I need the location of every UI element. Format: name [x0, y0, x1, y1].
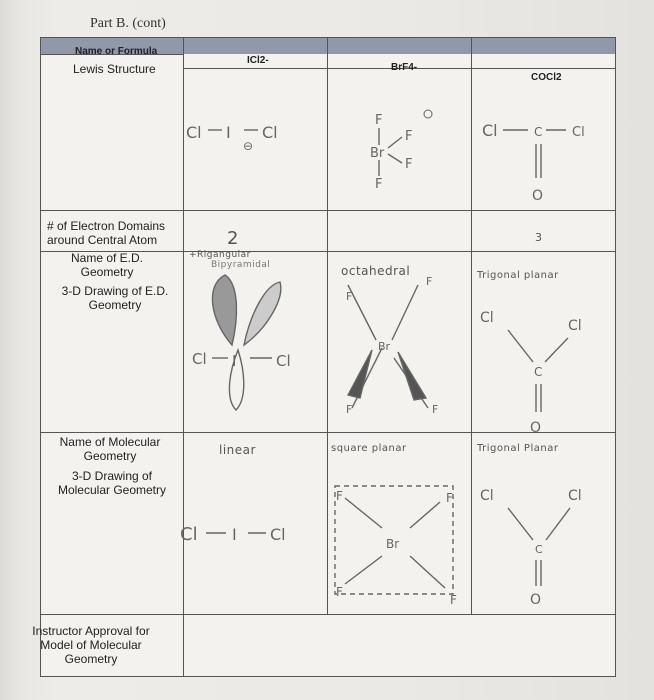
atom-o: O [530, 592, 542, 608]
col3-formula: COCl2 [531, 72, 562, 83]
atom-o: O [532, 188, 544, 204]
lewis-structure-label: Lewis Structure [73, 62, 156, 76]
atom-f-top: F [375, 113, 383, 128]
atom-f: F [346, 290, 353, 303]
atom-cl-left: Cl [180, 524, 198, 545]
icl2-mol-geometry: linear [219, 443, 256, 457]
atom-cl-right: Cl [572, 125, 585, 140]
atom-f: F [336, 489, 343, 503]
cocl2-mg-drawing [480, 488, 582, 608]
icl2-mg-drawing [180, 524, 286, 545]
atom-cl-right: Cl [276, 352, 291, 370]
brf4-lewis [370, 110, 432, 192]
atom-c: C [534, 125, 543, 139]
brf4-ed-drawing [346, 275, 438, 416]
cocl2-mol-geometry: Trigonal Planar [477, 443, 559, 454]
icl2-ed-drawing [192, 275, 291, 410]
brf4-mol-geometry: square planar [331, 443, 407, 454]
atom-cl-right: Cl [262, 123, 278, 142]
atom-f: F [336, 585, 343, 599]
col2-formula: BrF4- [391, 62, 418, 73]
atom-cl-left: Cl [480, 488, 494, 504]
charge-minus-icon: ⊖ [243, 139, 254, 153]
atom-f: F [446, 491, 453, 505]
atom-c: C [535, 543, 543, 556]
ed-geometry-name-label: Name of E.D. Geometry [70, 251, 144, 279]
atom-f: F [346, 403, 353, 416]
atom-cl-right: Cl [270, 525, 286, 544]
icl2-ed-geometry-line1: +Rigangular [189, 250, 251, 260]
molecular-geometry-name-label: Name of Molecular Geometry [59, 435, 161, 463]
atom-cl-right: Cl [568, 318, 582, 334]
icl2-lewis [186, 123, 278, 153]
atom-f: F [450, 593, 457, 607]
electron-domains-label: # of Electron Domains around Central Atom [47, 219, 166, 247]
instructor-approval-label: Instructor Approval for Model of Molecular Geometry [32, 624, 150, 666]
part-title: Part B. (cont) [90, 16, 166, 31]
atom-br: Br [386, 537, 400, 551]
atom-cl-left: Cl [480, 310, 494, 326]
icl2-ed-geometry-line2: Bipyramidal [211, 260, 271, 270]
atom-br: Br [378, 340, 391, 353]
atom-cl-right: Cl [568, 488, 582, 504]
atom-i: I [226, 123, 231, 142]
brf4-mg-drawing [335, 486, 457, 607]
atom-f-lower-right: F [405, 157, 413, 172]
cocl2-ed-drawing [480, 310, 582, 436]
atom-o: O [530, 420, 542, 436]
atom-cl-left: Cl [192, 350, 207, 368]
mg-3d-drawing-label: 3-D Drawing of Molecular Geometry [57, 469, 167, 497]
atom-i: I [232, 352, 237, 370]
atom-i: I [232, 525, 237, 544]
cocl2-ed-geometry: Trigonal planar [477, 270, 559, 281]
atom-f-bottom: F [375, 177, 383, 192]
cocl2-domains: 3 [535, 231, 543, 244]
atom-f: F [432, 403, 439, 416]
ed-3d-drawing-label: 3-D Drawing of E.D. Geometry [61, 284, 169, 312]
name-or-formula-label: Name or Formula [75, 46, 158, 57]
atom-c: C [534, 365, 543, 379]
brf4-ed-geometry: octahedral [341, 264, 411, 278]
icl2-domains: 2 [227, 228, 239, 249]
atom-cl-left: Cl [482, 121, 498, 140]
cocl2-lewis [482, 121, 585, 204]
atom-f-upper-right: F [405, 129, 413, 144]
atom-cl-left: Cl [186, 123, 202, 142]
atom-f: F [426, 275, 433, 288]
atom-br: Br [370, 146, 385, 161]
col1-formula: ICl2- [247, 55, 269, 66]
